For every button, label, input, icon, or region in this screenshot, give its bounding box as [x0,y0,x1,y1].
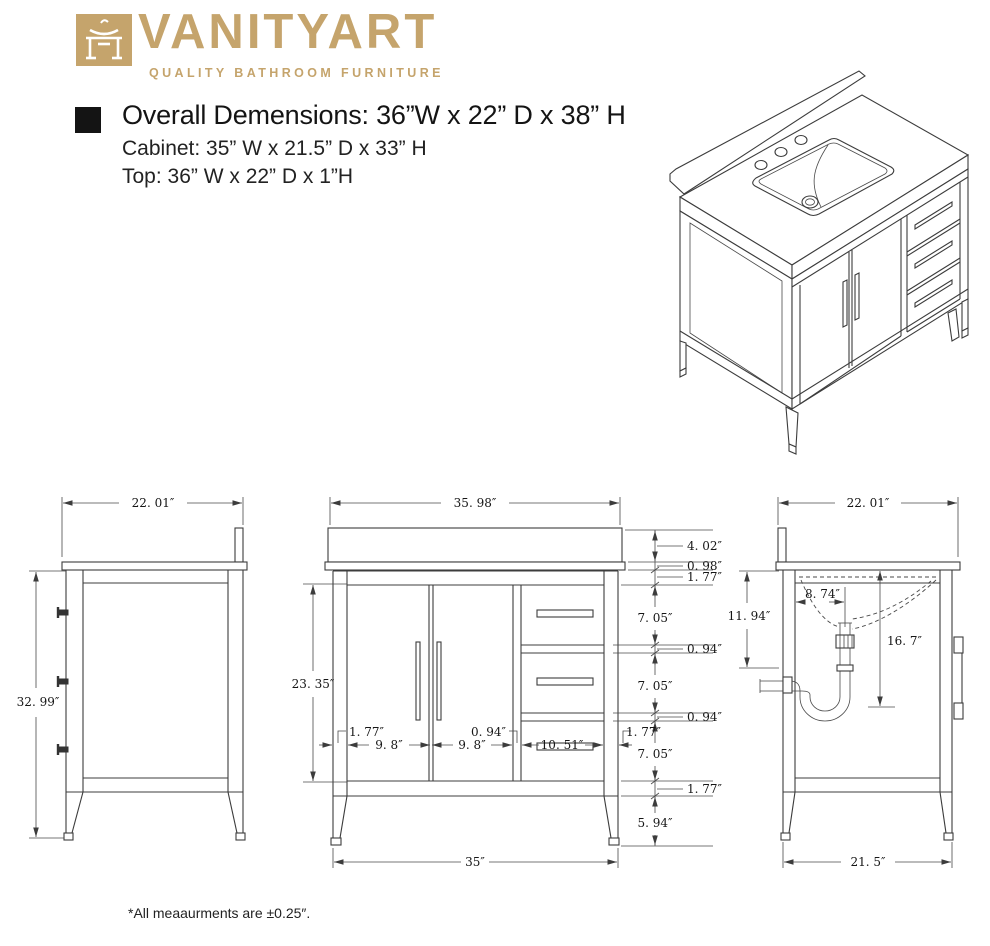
side-view-left [15,485,265,885]
front-bottom-chain [319,725,662,752]
dim-side-left-height: 32. 99″ [16,695,60,709]
front-drawer-handles [537,610,593,750]
left-view-structure [62,528,247,792]
dim-leg-height: 5. 94″ [637,816,673,830]
dim-front-door-height: 23. 35″ [291,677,335,691]
dim-drawer3-height: 7. 05″ [637,747,673,761]
right-top-width-dim [778,496,958,557]
side-view-right [725,485,990,885]
dim-backsplash-height: 4. 02″ [687,539,723,553]
dim-drawer-gap1: 0. 94″ [687,642,723,656]
brand-name: VANITYART [138,5,438,59]
front-structure [325,528,625,796]
dim-side-right-bottom-width: 21. 5″ [850,855,886,869]
dim-countertop-to-trap: 11. 94″ [727,609,771,623]
heading-bullet [75,107,101,133]
front-right-chain [613,530,723,846]
front-legs [331,796,619,845]
left-view-legs [64,792,245,840]
dim-top-rail: 1. 77″ [687,570,723,584]
dim-door1-width: 9. 8″ [375,738,403,752]
cabinet-dimensions-text: Cabinet: 35” W x 21.5” D x 33” H [122,137,427,160]
dim-drawer2-height: 7. 05″ [637,679,673,693]
dim-bottom-rail: 1. 77″ [687,782,723,796]
dim-drain-offset: 8. 74″ [805,587,841,601]
front-bottom-width-dim [333,848,618,869]
dim-drain-drop: 16. 7″ [887,634,923,648]
dim-drawer-gap2: 0. 94″ [687,710,723,724]
left-view-width-dim [62,496,243,557]
tolerance-footnote: *All meaaurments are ±0.25″. [128,905,311,921]
right-view-drain-trap [760,623,854,721]
front-top-width-dim [330,496,620,525]
dim-door2-width: 9. 8″ [458,738,486,752]
isometric-view [650,85,990,460]
brand-tagline: QUALITY BATHROOM FURNITURE [149,66,444,80]
right-view-structure [776,528,960,792]
dim-left-stile: 1. 77″ [349,725,385,739]
right-bottom-width-dim [783,842,952,869]
dim-front-top-width: 35. 98″ [453,496,497,510]
right-view-side-handles [954,637,963,719]
right-depth-dim [728,571,779,668]
overall-dimensions-heading: Overall Demensions: 36”W x 22” D x 38” H [122,100,626,130]
dim-divider-width: 0. 94″ [470,725,506,739]
dim-front-bottom-width: 35″ [465,855,485,869]
dim-countertop-thickness: 0. 98″ [687,559,723,573]
right-drain-drop-dim [868,571,923,707]
dim-drawer-width: 10. 51″ [540,738,584,752]
dim-side-left-width: 22. 01″ [131,496,175,510]
top-dimensions-text: Top: 36” W x 22” D x 1”H [122,165,354,188]
dim-side-right-width: 22. 01″ [846,496,890,510]
right-drain-offset-dim [796,587,845,627]
front-door-height-dim [292,584,347,782]
front-view [285,485,745,885]
iso-rear-right-leg [948,309,959,341]
brand-logo-icon [76,14,132,66]
dim-drawer1-height: 7. 05″ [637,611,673,625]
dim-right-stile: 1. 77″ [626,725,662,739]
vanity-glyph-icon [76,14,132,66]
right-view-legs [781,792,953,840]
